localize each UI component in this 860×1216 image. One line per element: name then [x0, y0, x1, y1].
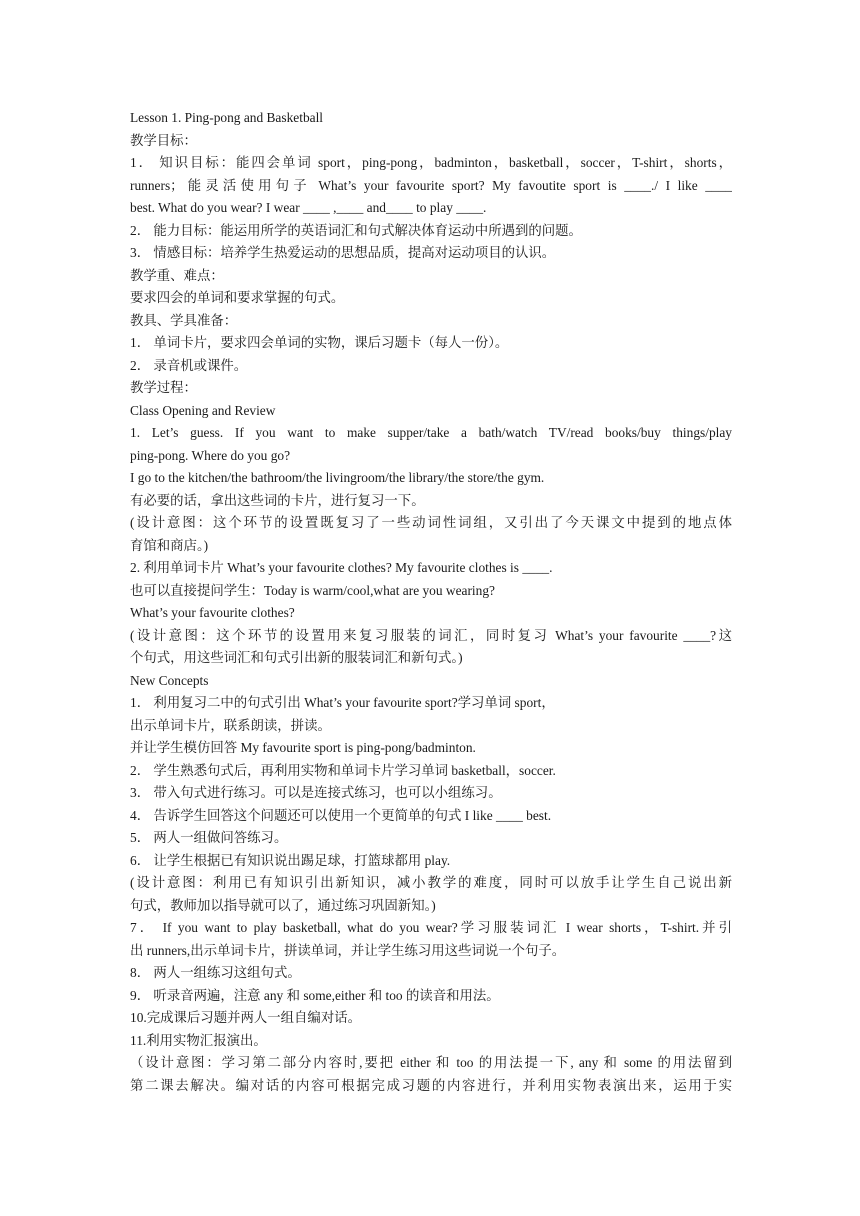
text-line: 教具、学具准备：: [130, 312, 238, 328]
text-line: 1． 知识目标：能四会单词 sport，ping-pong，badminton，basketball，soccer，T-shirt，shorts，: [130, 155, 732, 170]
text-line: 有必要的话，拿出这些词的卡片，进行复习一下。: [130, 492, 425, 508]
text-line: 1． 单词卡片，要求四会单词的实物，课后习题卡（每人一份）。: [130, 335, 509, 350]
text-line: 6． 让学生根据已有知识说出踢足球，打篮球都用 play.: [130, 852, 451, 868]
text-line: 8． 两人一组练习这组句式。: [130, 965, 301, 980]
text-line: best. What do you wear? I wear ____ ,____ and____ to play ____.: [130, 200, 487, 215]
text-line: 2． 录音机或课件。: [130, 357, 248, 373]
text-line: Lesson 1. Ping-pong and Basketball: [130, 110, 324, 125]
text-line: 4． 告诉学生回答这个问题还可以使用一个更简单的句式 I like ____ best.: [130, 807, 552, 823]
text-line: (设计意图：利用已有知识引出新知识，减小教学的难度，同时可以放手让学生自己说出新: [130, 875, 732, 890]
text-line: 并让学生模仿回答 My favourite sport is ping-pong/badminton.: [130, 740, 476, 755]
text-line: I go to the kitchen/the bathroom/the livingroom/the library/the store/the gym.: [130, 470, 545, 485]
text-line: 2． 能力目标：能运用所学的英语词汇和句式解决体育运动中所遇到的问题。: [130, 222, 582, 238]
text-line: 3． 情感目标：培养学生热爱运动的思想品质，提高对运动项目的认识。: [130, 245, 556, 260]
text-line: 句式，教师加以指导就可以了，通过练习巩固新知。): [130, 897, 436, 913]
text-line: 2. 利用单词卡片 What’s your favourite clothes? My favourite clothes is ____.: [130, 560, 553, 575]
text-line: （设计意图：学习第二部分内容时,要把 either 和 too 的用法提一下, any 和 some 的用法留到: [130, 1055, 732, 1070]
text-line: 教学过程：: [130, 380, 197, 395]
text-line: (设计意图：这个环节的设置既复习了一些动词性词组，又引出了今天课文中提到的地点体: [130, 515, 732, 530]
text-line: 1． 利用复习二中的句式引出 What’s your favourite sport?学习单词 sport，: [130, 695, 555, 710]
text-line: 11.利用实物汇报演出。: [130, 1032, 267, 1048]
text-line: 个句式，用这些词汇和句式引出新的服装词汇和新句式。): [130, 650, 463, 665]
text-line: 也可以直接提问学生：Today is warm/cool,what are you wearing?: [130, 582, 495, 598]
text-line: 3． 带入句式进行练习。可以是连接式练习，也可以小组练习。: [130, 785, 502, 800]
text-line: runners；能灵活使用句子 What’s your favourite sport? My favoutite sport is ____./ I like ____: [130, 177, 732, 193]
text-line: 教学目标：: [130, 132, 197, 148]
text-line: (设计意图：这个环节的设置用来复习服装的词汇，同时复习 What’s your favourite ____?这: [130, 627, 732, 643]
text-line: 7． If you want to play basketball, what do you wear?学习服装词汇 I wear shorts，T-shirt.并引: [130, 920, 732, 935]
text-line: What’s your favourite clothes?: [130, 605, 295, 620]
text-line: 出示单词卡片，联系朗读，拼读。: [130, 717, 331, 733]
text-line: 10.完成课后习题并两人一组自编对话。: [130, 1010, 361, 1025]
text-line: 5． 两人一组做问答练习。: [130, 830, 288, 845]
text-line: 出 runners,出示单词卡片，拼读单词，并让学生练习用这些词说一个句子。: [130, 942, 566, 958]
text-line: 9． 听录音两遍，注意 any 和 some,either 和 too 的读音和用法。: [130, 987, 500, 1003]
text-line: 1. Let’s guess. If you want to make supper/take a bath/watch TV/read books/buy things/play: [130, 425, 732, 440]
text-line: Class Opening and Review: [130, 402, 276, 418]
document-page: [130, 107, 732, 1097]
text-line: 育馆和商店。): [130, 537, 209, 553]
text-line: 2． 学生熟悉句式后，再利用实物和单词卡片学习单词 basketball，soccer.: [130, 762, 556, 778]
text-line: ping-pong. Where do you go?: [130, 447, 291, 463]
text-line: 第二课去解决。编对话的内容可根据完成习题的内容进行，并利用实物表演出来，运用于实: [130, 1077, 732, 1093]
text-line: 要求四会的单词和要求掌握的句式。: [130, 290, 345, 305]
text-line: 教学重、难点：: [130, 267, 224, 283]
text-line: New Concepts: [130, 672, 209, 688]
